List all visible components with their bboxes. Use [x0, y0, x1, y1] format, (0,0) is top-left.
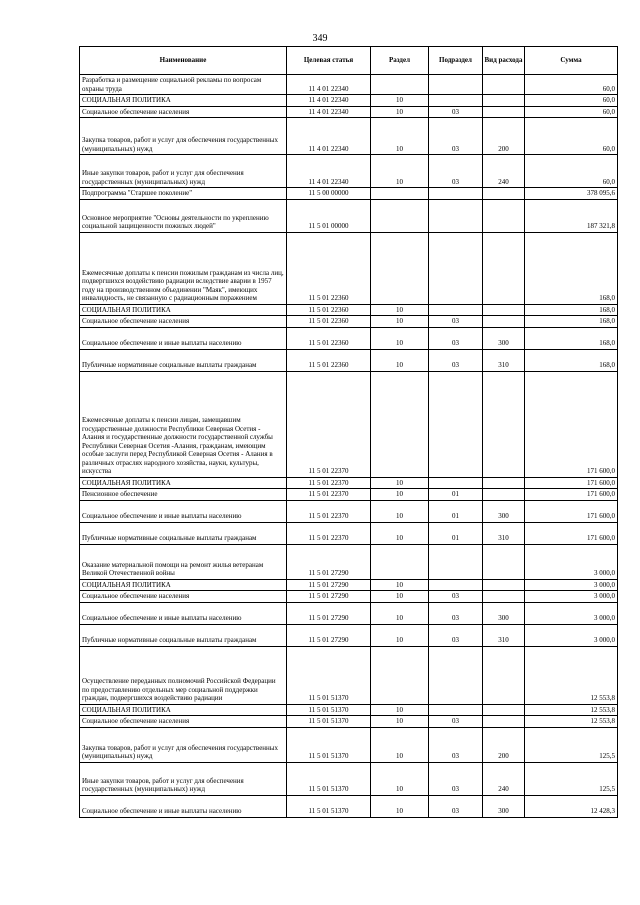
- table-row: [80, 489, 618, 501]
- row-amount-cell: 171 600,0: [525, 522, 618, 544]
- row-subsection-cell: 03: [429, 155, 483, 188]
- row-type-cell: [483, 106, 525, 118]
- row-subsection-cell: 03: [429, 591, 483, 603]
- table-row: [80, 106, 618, 118]
- row-subsection-cell: 03: [429, 762, 483, 795]
- row-amount-cell: 168,0: [525, 232, 618, 304]
- row-section-cell: 10: [371, 602, 429, 624]
- row-type-cell: [483, 371, 525, 477]
- row-target-cell: 11 5 01 27290: [287, 579, 371, 591]
- row-name-cell: Социальное обеспечение и иные выплаты населению: [80, 602, 287, 624]
- row-type-cell: [483, 304, 525, 316]
- row-name-cell: СОЦИАЛЬНАЯ ПОЛИТИКА: [80, 704, 287, 716]
- row-name-cell: Социальное обеспечение и иные выплаты населению: [80, 500, 287, 522]
- row-target-cell: 11 5 01 22370: [287, 477, 371, 489]
- row-subsection-cell: [429, 646, 483, 704]
- row-section-cell: 10: [371, 591, 429, 603]
- row-name-cell: СОЦИАЛЬНАЯ ПОЛИТИКА: [80, 95, 287, 107]
- row-section-cell: 10: [371, 316, 429, 328]
- header-target: Целевая статья: [287, 47, 371, 75]
- table-row: [80, 232, 618, 304]
- row-type-cell: [483, 316, 525, 328]
- row-amount-cell: 171 600,0: [525, 500, 618, 522]
- row-amount-cell: 171 600,0: [525, 477, 618, 489]
- row-subsection-cell: [429, 232, 483, 304]
- row-amount-cell: 171 600,0: [525, 371, 618, 477]
- row-section-cell: 10: [371, 716, 429, 728]
- row-section-cell: 10: [371, 579, 429, 591]
- row-section-cell: 10: [371, 155, 429, 188]
- row-subsection-cell: [429, 704, 483, 716]
- row-subsection-cell: [429, 544, 483, 579]
- row-name-cell: Социальное обеспечение населения: [80, 591, 287, 603]
- row-subsection-cell: [429, 371, 483, 477]
- row-name-cell: Разработка и размещение социальной рекламы по вопросам охраны труда: [80, 75, 287, 95]
- row-type-cell: 300: [483, 795, 525, 817]
- row-amount-cell: 168,0: [525, 327, 618, 349]
- row-subsection-cell: 03: [429, 327, 483, 349]
- table-row: [80, 155, 618, 188]
- row-name-cell: СОЦИАЛЬНАЯ ПОЛИТИКА: [80, 304, 287, 316]
- table-row: [80, 95, 618, 107]
- row-name-cell: Публичные нормативные социальные выплаты гражданам: [80, 624, 287, 646]
- row-amount-cell: 168,0: [525, 316, 618, 328]
- row-name-cell: Иные закупки товаров, работ и услуг для обеспечения государственных (муниципальных) нужд: [80, 762, 287, 795]
- row-type-cell: [483, 716, 525, 728]
- row-type-cell: 310: [483, 522, 525, 544]
- row-amount-cell: 125,5: [525, 727, 618, 762]
- row-name-cell: Социальное обеспечение и иные выплаты населению: [80, 795, 287, 817]
- row-section-cell: 10: [371, 704, 429, 716]
- row-target-cell: 11 5 01 27290: [287, 624, 371, 646]
- row-target-cell: 11 5 01 27290: [287, 591, 371, 603]
- table-row: [80, 591, 618, 603]
- row-amount-cell: 168,0: [525, 304, 618, 316]
- row-target-cell: 11 5 01 51370: [287, 646, 371, 704]
- table-row: [80, 199, 618, 232]
- row-name-cell: Подпрограмма "Старшее поколение": [80, 188, 287, 200]
- table-row: [80, 544, 618, 579]
- row-section-cell: 10: [371, 106, 429, 118]
- row-target-cell: 11 4 01 22340: [287, 118, 371, 155]
- row-section-cell: 10: [371, 477, 429, 489]
- table-row: [80, 316, 618, 328]
- row-target-cell: 11 4 01 22340: [287, 155, 371, 188]
- row-amount-cell: 12 553,8: [525, 716, 618, 728]
- row-type-cell: [483, 591, 525, 603]
- row-target-cell: 11 5 01 27290: [287, 602, 371, 624]
- row-type-cell: 300: [483, 500, 525, 522]
- row-amount-cell: 12 428,3: [525, 795, 618, 817]
- row-amount-cell: 12 553,8: [525, 646, 618, 704]
- row-name-cell: Основное мероприятие "Основы деятельности по укреплению социальной защищенности пожилых людей": [80, 199, 287, 232]
- table-body: [80, 75, 618, 818]
- row-amount-cell: 171 600,0: [525, 489, 618, 501]
- row-target-cell: 11 5 01 22360: [287, 327, 371, 349]
- row-section-cell: 10: [371, 304, 429, 316]
- row-target-cell: 11 5 01 22370: [287, 371, 371, 477]
- table-row: [80, 118, 618, 155]
- table-row: [80, 477, 618, 489]
- row-amount-cell: 378 095,6: [525, 188, 618, 200]
- row-type-cell: 310: [483, 624, 525, 646]
- row-subsection-cell: 03: [429, 716, 483, 728]
- row-amount-cell: 60,0: [525, 95, 618, 107]
- table-header-row: [80, 47, 618, 75]
- row-type-cell: [483, 199, 525, 232]
- row-target-cell: 11 4 01 22340: [287, 95, 371, 107]
- row-type-cell: [483, 489, 525, 501]
- row-amount-cell: 3 000,0: [525, 579, 618, 591]
- row-section-cell: [371, 188, 429, 200]
- row-section-cell: [371, 371, 429, 477]
- row-type-cell: 200: [483, 118, 525, 155]
- row-target-cell: 11 5 01 22360: [287, 316, 371, 328]
- row-subsection-cell: [429, 95, 483, 107]
- table-row: [80, 795, 618, 817]
- table-row: [80, 327, 618, 349]
- row-target-cell: 11 5 01 00000: [287, 199, 371, 232]
- row-name-cell: СОЦИАЛЬНАЯ ПОЛИТИКА: [80, 579, 287, 591]
- row-target-cell: 11 5 01 51370: [287, 762, 371, 795]
- row-name-cell: Ежемесячные доплаты к пенсии пожилым гражданам из числа лиц, подвергшихся воздействию радиации вследствие аварии в 1957 году на производственном объединении "Маяк", имеющих инвалидность, не связанную с радиационным поражением: [80, 232, 287, 304]
- row-amount-cell: 187 321,8: [525, 199, 618, 232]
- row-type-cell: [483, 477, 525, 489]
- row-type-cell: [483, 232, 525, 304]
- row-name-cell: Социальное обеспечение и иные выплаты населению: [80, 327, 287, 349]
- row-name-cell: Публичные нормативные социальные выплаты гражданам: [80, 522, 287, 544]
- row-section-cell: 10: [371, 522, 429, 544]
- row-section-cell: 10: [371, 349, 429, 371]
- budget-table: [79, 46, 618, 818]
- row-target-cell: 11 5 01 22370: [287, 522, 371, 544]
- row-name-cell: Иные закупки товаров, работ и услуг для обеспечения государственных (муниципальных) нужд: [80, 155, 287, 188]
- row-section-cell: [371, 199, 429, 232]
- row-amount-cell: 3 000,0: [525, 591, 618, 603]
- row-amount-cell: 168,0: [525, 349, 618, 371]
- row-target-cell: 11 4 01 22340: [287, 106, 371, 118]
- row-section-cell: 10: [371, 489, 429, 501]
- table-row: [80, 727, 618, 762]
- row-subsection-cell: 03: [429, 727, 483, 762]
- header-amount: Сумма: [525, 47, 618, 75]
- row-target-cell: 11 5 01 22370: [287, 500, 371, 522]
- row-section-cell: 10: [371, 795, 429, 817]
- row-type-cell: [483, 579, 525, 591]
- row-subsection-cell: [429, 579, 483, 591]
- row-subsection-cell: 03: [429, 795, 483, 817]
- header-section: Раздел: [371, 47, 429, 75]
- row-target-cell: 11 5 01 22360: [287, 304, 371, 316]
- row-amount-cell: 60,0: [525, 155, 618, 188]
- row-target-cell: 11 5 01 51370: [287, 795, 371, 817]
- row-section-cell: 10: [371, 624, 429, 646]
- row-section-cell: 10: [371, 327, 429, 349]
- row-name-cell: Ежемесячные доплаты к пенсии лицам, замещавшим государственные должности Республики Северная Осетия - Алания и государственные должности государственной службы Республики Северная Осетия -Алания, гражданам, имеющим особые заслуги перед Республикой Северная Осетия - Алания в различных отраслях народного хозяйства, науки, культуры, искусства: [80, 371, 287, 477]
- table-row: [80, 188, 618, 200]
- row-section-cell: [371, 646, 429, 704]
- table-row: [80, 75, 618, 95]
- row-subsection-cell: 03: [429, 602, 483, 624]
- row-name-cell: СОЦИАЛЬНАЯ ПОЛИТИКА: [80, 477, 287, 489]
- row-name-cell: Осуществление переданных полномочий Российской Федерации по предоставлению отдельных мер социальной поддержки граждан, подвергшихся воздействию радиации: [80, 646, 287, 704]
- row-subsection-cell: 03: [429, 624, 483, 646]
- row-target-cell: 11 5 01 22360: [287, 349, 371, 371]
- row-section-cell: 10: [371, 95, 429, 107]
- row-amount-cell: 3 000,0: [525, 602, 618, 624]
- table-row: [80, 762, 618, 795]
- table-row: [80, 579, 618, 591]
- row-type-cell: 310: [483, 349, 525, 371]
- row-type-cell: [483, 646, 525, 704]
- row-subsection-cell: 03: [429, 349, 483, 371]
- header-subsection: Подраздел: [429, 47, 483, 75]
- row-amount-cell: 3 000,0: [525, 624, 618, 646]
- row-target-cell: 11 5 01 51370: [287, 716, 371, 728]
- row-subsection-cell: [429, 477, 483, 489]
- row-type-cell: 240: [483, 762, 525, 795]
- row-type-cell: 200: [483, 727, 525, 762]
- row-section-cell: 10: [371, 727, 429, 762]
- row-amount-cell: 12 553,8: [525, 704, 618, 716]
- table-row: [80, 704, 618, 716]
- row-subsection-cell: 03: [429, 316, 483, 328]
- row-subsection-cell: 01: [429, 522, 483, 544]
- table-row: [80, 500, 618, 522]
- table-row: [80, 646, 618, 704]
- row-name-cell: Оказание материальной помощи на ремонт жилья ветеранам Великой Отечественной войны: [80, 544, 287, 579]
- row-name-cell: Социальное обеспечение населения: [80, 316, 287, 328]
- page-number: 349: [312, 33, 328, 44]
- row-subsection-cell: 01: [429, 500, 483, 522]
- row-target-cell: 11 5 01 22360: [287, 232, 371, 304]
- row-subsection-cell: [429, 304, 483, 316]
- row-section-cell: [371, 75, 429, 95]
- row-type-cell: [483, 704, 525, 716]
- table-row: [80, 371, 618, 477]
- table-row: [80, 522, 618, 544]
- row-target-cell: 11 5 01 51370: [287, 727, 371, 762]
- row-amount-cell: 60,0: [525, 75, 618, 95]
- table-row: [80, 602, 618, 624]
- row-subsection-cell: [429, 199, 483, 232]
- row-subsection-cell: 03: [429, 106, 483, 118]
- row-name-cell: Социальное обеспечение населения: [80, 716, 287, 728]
- row-amount-cell: 60,0: [525, 118, 618, 155]
- row-section-cell: [371, 544, 429, 579]
- row-amount-cell: 60,0: [525, 106, 618, 118]
- row-type-cell: [483, 95, 525, 107]
- row-subsection-cell: 01: [429, 489, 483, 501]
- row-amount-cell: 3 000,0: [525, 544, 618, 579]
- table-row: [80, 349, 618, 371]
- header-expense-type: Вид расхода: [483, 47, 525, 75]
- row-name-cell: Закупка товаров, работ и услуг для обеспечения государственных (муниципальных) нужд: [80, 727, 287, 762]
- row-section-cell: 10: [371, 118, 429, 155]
- row-subsection-cell: [429, 75, 483, 95]
- row-target-cell: 11 5 01 51370: [287, 704, 371, 716]
- row-type-cell: [483, 75, 525, 95]
- row-type-cell: [483, 188, 525, 200]
- row-type-cell: [483, 544, 525, 579]
- row-name-cell: Закупка товаров, работ и услуг для обеспечения государственных (муниципальных) нужд: [80, 118, 287, 155]
- row-target-cell: 11 5 01 27290: [287, 544, 371, 579]
- row-subsection-cell: 03: [429, 118, 483, 155]
- row-section-cell: 10: [371, 762, 429, 795]
- row-section-cell: [371, 232, 429, 304]
- row-target-cell: 11 5 01 22370: [287, 489, 371, 501]
- row-section-cell: 10: [371, 500, 429, 522]
- table-row: [80, 624, 618, 646]
- row-target-cell: 11 5 00 00000: [287, 188, 371, 200]
- row-name-cell: Публичные нормативные социальные выплаты гражданам: [80, 349, 287, 371]
- row-name-cell: Пенсионное обеспечение: [80, 489, 287, 501]
- row-type-cell: 300: [483, 327, 525, 349]
- row-type-cell: 240: [483, 155, 525, 188]
- table-row: [80, 304, 618, 316]
- row-target-cell: 11 4 01 22340: [287, 75, 371, 95]
- row-type-cell: 300: [483, 602, 525, 624]
- table-row: [80, 716, 618, 728]
- row-subsection-cell: [429, 188, 483, 200]
- row-name-cell: Социальное обеспечение населения: [80, 106, 287, 118]
- header-name: Наименование: [80, 47, 287, 75]
- row-amount-cell: 125,5: [525, 762, 618, 795]
